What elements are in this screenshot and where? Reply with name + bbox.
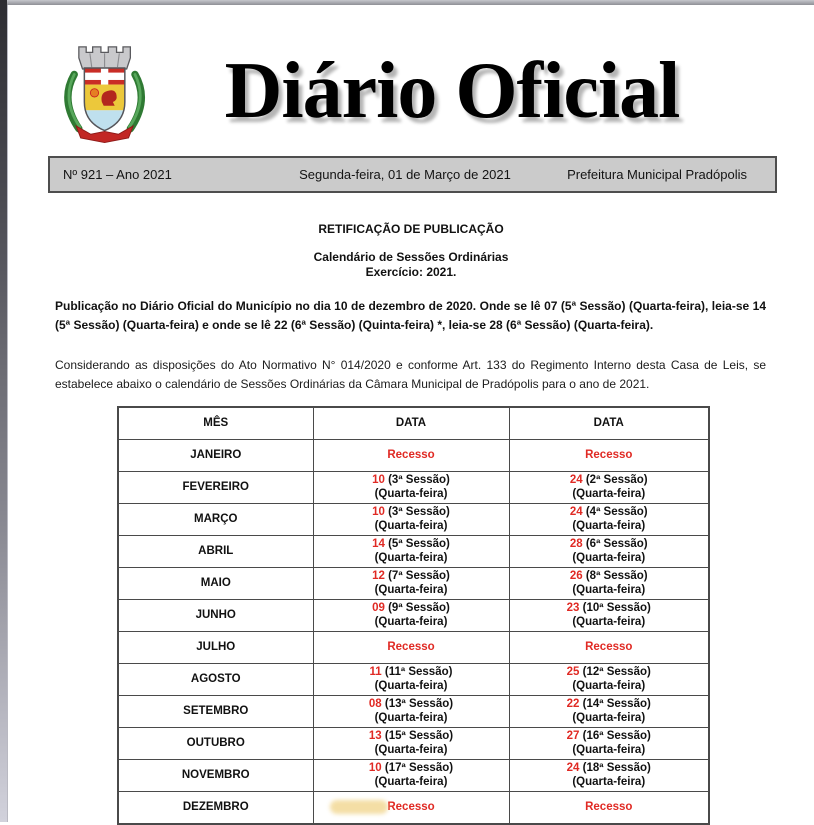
weekday-line: (Quarta-feira) (572, 616, 646, 629)
date-cell (313, 535, 509, 567)
month-cell: MAIO (118, 567, 313, 599)
date-cell (313, 791, 509, 824)
table-row (118, 727, 709, 759)
table-row (118, 535, 709, 567)
date-cell (509, 631, 709, 663)
month-cell: FEVEREIRO (118, 471, 313, 503)
weekday-line: (Quarta-feira) (572, 712, 646, 725)
weekday-line: (Quarta-feira) (572, 776, 646, 789)
date-cell (509, 471, 709, 503)
session-day: 28 (569, 538, 583, 551)
header-month: MÊS (118, 407, 313, 440)
date-cell (509, 503, 709, 535)
session-line: 23 (10ª Sessão) (566, 602, 651, 615)
header-date-1: DATA (313, 407, 509, 440)
table-header-row (118, 407, 709, 440)
date-cell (313, 599, 509, 631)
session-day: 24 (569, 474, 583, 487)
weekday-line: (Quarta-feira) (374, 552, 448, 565)
date-cell (509, 791, 709, 824)
session-day: 13 (368, 730, 382, 743)
session-day: 10 (372, 474, 385, 487)
gazette-title: Diário Oficial (224, 47, 680, 135)
table-row (118, 791, 709, 824)
edition-info-bar (48, 156, 777, 193)
session-day: 24 (566, 762, 580, 775)
session-day: 27 (566, 730, 580, 743)
municipality-name: Prefeitura Municipal Pradópolis (567, 167, 747, 182)
session-line: 10 (3ª Sessão) (372, 474, 450, 487)
date-cell (313, 471, 509, 503)
session-day: 10 (368, 762, 382, 775)
date-cell (509, 567, 709, 599)
municipal-coat-of-arms-logo (54, 39, 146, 143)
weekday-line: (Quarta-feira) (572, 552, 646, 565)
table-row (118, 503, 709, 535)
weekday-line: (Quarta-feira) (374, 744, 448, 757)
session-line: 28 (6ª Sessão) (569, 538, 648, 551)
date-cell (313, 503, 509, 535)
month-cell: OUTUBRO (118, 727, 313, 759)
document-subtitle: Calendário de Sessões Ordinárias (313, 250, 509, 264)
session-line: 14 (5ª Sessão) (372, 538, 450, 551)
session-line: 13 (15ª Sessão) (368, 730, 454, 743)
date-cell (313, 727, 509, 759)
scan-left-edge (0, 0, 7, 822)
date-cell (313, 663, 509, 695)
session-line: 08 (13ª Sessão) (368, 698, 454, 711)
date-cell (509, 599, 709, 631)
edition-number: Nº 921 – Ano 2021 (63, 167, 172, 182)
month-cell: JUNHO (118, 599, 313, 631)
recess-label: Recesso (585, 449, 633, 462)
weekday-line: (Quarta-feira) (374, 776, 448, 789)
recess-label: Recesso (387, 801, 435, 814)
table-row (118, 695, 709, 727)
weekday-line: (Quarta-feira) (374, 616, 448, 629)
weekday-line: (Quarta-feira) (374, 712, 448, 725)
table-row (118, 759, 709, 791)
recess-label: Recesso (387, 641, 435, 654)
date-cell (509, 535, 709, 567)
weekday-line: (Quarta-feira) (572, 744, 646, 757)
date-cell (313, 695, 509, 727)
rectification-paragraph: Publicação no Diário Oficial do Município no dia 10 de dezembro de 2020. Onde se lê 07 (5ª Sessão) (Quarta-feira), leia-se 14 (5ª Sessão) (Quarta-feira) e onde se lê 22 (6ª Sessão) (Quinta-feira) *, leia-se 28 (6ª Sessão) (Quarta-feira). (55, 299, 766, 332)
session-line: 11 (11ª Sessão) (369, 666, 453, 679)
table-row (118, 663, 709, 695)
session-line: 24 (4ª Sessão) (569, 506, 648, 519)
date-cell (313, 567, 509, 599)
weekday-line: (Quarta-feira) (374, 584, 448, 597)
weekday-line: (Quarta-feira) (572, 680, 646, 693)
month-cell: JANEIRO (118, 439, 313, 471)
date-cell (313, 631, 509, 663)
month-cell: DEZEMBRO (118, 791, 313, 824)
table-row (118, 471, 709, 503)
header-date-2: DATA (509, 407, 709, 440)
session-day: 14 (372, 538, 385, 551)
recess-label: Recesso (387, 449, 435, 462)
document-exercise: Exercício: 2021. (365, 265, 457, 279)
weekday-line: (Quarta-feira) (374, 488, 448, 501)
session-day: 25 (566, 666, 580, 679)
month-cell: SETEMBRO (118, 695, 313, 727)
edition-date: Segunda-feira, 01 de Março de 2021 (299, 167, 511, 182)
gazette-page (7, 5, 814, 822)
session-line: 26 (8ª Sessão) (569, 570, 648, 583)
month-cell: MARÇO (118, 503, 313, 535)
session-line: 12 (7ª Sessão) (372, 570, 450, 583)
sessions-calendar-table (117, 406, 710, 825)
session-day: 10 (372, 506, 385, 519)
month-cell: ABRIL (118, 535, 313, 567)
weekday-line: (Quarta-feira) (572, 520, 646, 533)
document-title: RETIFICAÇÃO DE PUBLICAÇÃO (318, 222, 504, 236)
weekday-line: (Quarta-feira) (572, 584, 646, 597)
highlight-smudge (330, 800, 388, 814)
date-cell (509, 663, 709, 695)
session-day: 11 (369, 666, 382, 679)
session-day: 26 (569, 570, 583, 583)
sessions-table-body (118, 439, 709, 824)
session-day: 24 (569, 506, 583, 519)
table-row (118, 439, 709, 471)
session-day: 23 (566, 602, 580, 615)
session-line: 09 (9ª Sessão) (372, 602, 450, 615)
session-line: 10 (17ª Sessão) (368, 762, 454, 775)
masthead (54, 39, 776, 143)
date-cell (509, 759, 709, 791)
session-day: 22 (566, 698, 580, 711)
session-line: 10 (3ª Sessão) (372, 506, 450, 519)
session-day: 09 (372, 602, 385, 615)
session-line: 22 (14ª Sessão) (566, 698, 651, 711)
table-row (118, 567, 709, 599)
session-line: 24 (2ª Sessão) (569, 474, 648, 487)
considering-paragraph: Considerando as disposições do Ato Normativo N° 014/2020 e conforme Art. 133 do Regimento Interno desta Casa de Leis, se estabelece abaixo o calendário de Sessões Ordinárias da Câmara Municipal de Pradópolis para o ano de 2021. (55, 357, 766, 391)
session-line: 27 (16ª Sessão) (566, 730, 651, 743)
date-cell (313, 759, 509, 791)
recess-label: Recesso (585, 801, 633, 814)
weekday-line: (Quarta-feira) (572, 488, 646, 501)
month-cell: AGOSTO (118, 663, 313, 695)
table-row (118, 599, 709, 631)
date-cell (509, 727, 709, 759)
recess-label: Recesso (585, 641, 633, 654)
weekday-line: (Quarta-feira) (374, 680, 448, 693)
session-day: 12 (372, 570, 385, 583)
date-cell (509, 695, 709, 727)
month-cell: NOVEMBRO (118, 759, 313, 791)
table-row (118, 631, 709, 663)
session-line: 24 (18ª Sessão) (566, 762, 651, 775)
weekday-line: (Quarta-feira) (374, 520, 448, 533)
session-line: 25 (12ª Sessão) (566, 666, 651, 679)
session-day: 08 (368, 698, 382, 711)
date-cell (509, 439, 709, 471)
date-cell (313, 439, 509, 471)
month-cell: JULHO (118, 631, 313, 663)
